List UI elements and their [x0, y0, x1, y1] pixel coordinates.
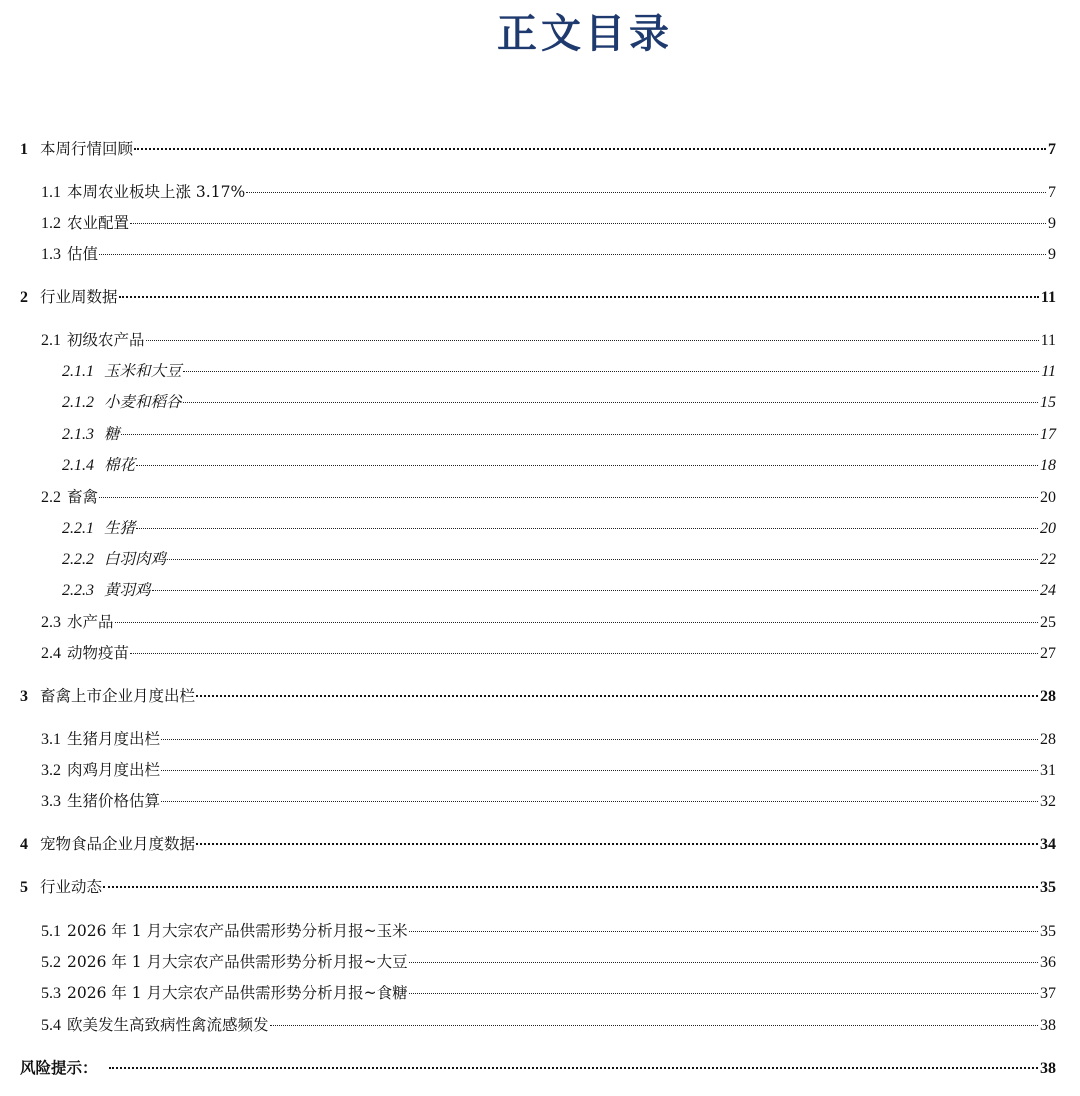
toc-page: 7: [1048, 141, 1056, 158]
toc-number: 2.1: [41, 332, 61, 349]
toc-title: 初级农产品: [67, 331, 145, 349]
toc-page: 20: [1040, 489, 1056, 506]
toc-page: 28: [1040, 731, 1056, 748]
toc-entry-5-3[interactable]: [41, 981, 1056, 1005]
toc-title: 生猪价格估算: [67, 792, 161, 810]
toc-page: 24: [1040, 582, 1056, 599]
toc-entry-5-1[interactable]: [41, 919, 1056, 943]
toc-number: 4: [20, 836, 28, 853]
dot-leader: [115, 622, 1038, 623]
toc-page: 31: [1040, 762, 1056, 779]
toc-number: 2.1.4: [62, 457, 94, 474]
toc-page: 38: [1040, 1060, 1056, 1077]
toc-title: 行业动态: [40, 878, 103, 896]
dot-leader: [409, 931, 1038, 932]
toc-page: 38: [1040, 1017, 1056, 1034]
toc-number: 3.2: [41, 762, 61, 779]
toc-title: 农业配置: [67, 214, 130, 232]
dot-leader: [161, 801, 1038, 802]
toc-title: 欧美发生高致病性禽流感频发: [67, 1016, 269, 1034]
toc-page: 18: [1040, 457, 1056, 474]
dot-leader: [246, 192, 1046, 193]
toc-number: 2.1.3: [62, 426, 94, 443]
toc-title: 2026 年 1 月大宗农产品供需形势分析月报~食糖: [67, 984, 408, 1002]
toc-number: 2.2.3: [62, 582, 94, 599]
toc-number: 5: [20, 879, 28, 896]
toc-number: 2.1.2: [62, 394, 94, 411]
toc-title: 畜禽: [67, 488, 99, 506]
toc-title: 玉米和大豆: [104, 362, 182, 380]
toc-entry-1[interactable]: [20, 137, 1056, 161]
toc-number: 3.3: [41, 793, 61, 810]
toc-title: 风险提示：: [20, 1058, 98, 1077]
toc-page: 32: [1040, 793, 1056, 810]
toc-number: 2.2.2: [62, 551, 94, 568]
toc-page: 25: [1040, 614, 1056, 631]
toc-number: 5.4: [41, 1017, 61, 1034]
dot-leader: [161, 739, 1038, 740]
toc-title: 本周农业板块上涨 3.17%: [67, 183, 246, 201]
dot-leader: [130, 653, 1038, 654]
toc-entry-2-2-2[interactable]: [62, 547, 1056, 571]
toc-entry-2-4[interactable]: [41, 641, 1056, 665]
toc-page: 22: [1040, 551, 1056, 568]
toc-number: 1.1: [41, 184, 61, 201]
dot-leader: [109, 1067, 1038, 1069]
toc-entry-2-2[interactable]: [41, 485, 1056, 509]
toc-number: 3: [20, 688, 28, 705]
toc-entry-3-3[interactable]: [41, 789, 1056, 813]
toc-title: 2026 年 1 月大宗农产品供需形势分析月报~玉米: [67, 922, 408, 940]
toc-entry-5[interactable]: [20, 875, 1056, 899]
toc-title: 生猪: [104, 519, 136, 537]
toc-entry-2[interactable]: [20, 285, 1056, 309]
toc-number: 1.3: [41, 246, 61, 263]
toc-number: 2.4: [41, 645, 61, 662]
toc-page: 11: [1040, 332, 1056, 349]
toc-entry-2-1-4[interactable]: [62, 453, 1056, 477]
toc-entry-5-4[interactable]: [41, 1013, 1056, 1037]
toc-entry-5-2[interactable]: [41, 950, 1056, 974]
toc-entry-3-2[interactable]: [41, 758, 1056, 782]
toc-page: 7: [1048, 184, 1056, 201]
toc-entry-2-1-3[interactable]: [62, 422, 1056, 446]
toc-title: 糖: [104, 425, 120, 443]
dot-leader: [152, 590, 1038, 591]
dot-leader: [119, 296, 1039, 298]
dot-leader: [99, 497, 1038, 498]
dot-leader: [167, 559, 1038, 560]
toc-entry-risk[interactable]: [20, 1056, 1056, 1080]
dot-leader: [103, 886, 1038, 888]
toc-number: 5.1: [41, 923, 61, 940]
toc-page: 27: [1040, 645, 1056, 662]
toc-number: 5.3: [41, 985, 61, 1002]
dot-leader: [136, 465, 1038, 466]
dot-leader: [270, 1025, 1038, 1026]
page-title: 正文目录: [497, 10, 673, 57]
dot-leader: [196, 695, 1038, 697]
toc-title: 黄羽鸡: [104, 581, 151, 599]
toc-entry-3-1[interactable]: [41, 727, 1056, 751]
dot-leader: [196, 843, 1038, 845]
toc-title: 动物疫苗: [67, 644, 130, 662]
dot-leader: [409, 993, 1038, 994]
toc-page: 9: [1048, 246, 1056, 263]
toc-entry-2-2-3[interactable]: [62, 578, 1056, 602]
toc-entry-2-1[interactable]: [41, 328, 1056, 352]
dot-leader: [99, 254, 1046, 255]
toc-title: 宠物食品企业月度数据: [40, 835, 196, 853]
dot-leader: [134, 148, 1046, 150]
toc-number: 2.2.1: [62, 520, 94, 537]
dot-leader: [130, 223, 1046, 224]
toc-number: 1.2: [41, 215, 61, 232]
toc-page: 17: [1040, 426, 1056, 443]
toc-page: 35: [1040, 923, 1056, 940]
toc-title: 小麦和稻谷: [104, 393, 182, 411]
toc-entry-3[interactable]: [20, 684, 1056, 708]
toc-page: 36: [1040, 954, 1056, 971]
toc-page: 20: [1040, 520, 1056, 537]
toc-title: 畜禽上市企业月度出栏: [40, 687, 196, 705]
toc-entry-1-3[interactable]: [41, 242, 1056, 266]
toc-page: 34: [1040, 836, 1056, 853]
toc-entry-2-1-1[interactable]: [62, 359, 1056, 383]
toc-title: 白羽肉鸡: [104, 550, 167, 568]
toc-page: 37: [1040, 985, 1056, 1002]
toc-entry-2-2-1[interactable]: [62, 516, 1056, 540]
toc-page: 35: [1040, 879, 1056, 896]
dot-leader: [136, 528, 1038, 529]
toc-number: 1: [20, 141, 28, 158]
toc-entry-2-1-2[interactable]: [62, 390, 1056, 414]
toc-number: 2.2: [41, 489, 61, 506]
toc-title: 2026 年 1 月大宗农产品供需形势分析月报~大豆: [67, 953, 408, 971]
toc-title: 行业周数据: [40, 288, 118, 306]
dot-leader: [183, 402, 1038, 403]
dot-leader: [161, 770, 1038, 771]
toc-title: 棉花: [104, 456, 136, 474]
toc-page: 9: [1048, 215, 1056, 232]
toc-number: 2: [20, 289, 28, 306]
toc-number: 2.1.1: [62, 363, 94, 380]
toc-page: 11: [1041, 363, 1056, 380]
toc-page: 11: [1040, 289, 1056, 306]
toc-page: 15: [1040, 394, 1056, 411]
toc-number: 2.3: [41, 614, 61, 631]
toc-number: 3.1: [41, 731, 61, 748]
toc-title: 肉鸡月度出栏: [67, 761, 161, 779]
dot-leader: [183, 371, 1040, 372]
toc-number: 5.2: [41, 954, 61, 971]
toc-title: 生猪月度出栏: [67, 730, 161, 748]
toc-page: 28: [1040, 688, 1056, 705]
toc-title: 水产品: [67, 613, 114, 631]
toc-title: 本周行情回顾: [40, 140, 134, 158]
toc-title: 估值: [67, 245, 99, 263]
toc-entry-1-2[interactable]: [41, 211, 1056, 235]
toc-entry-2-3[interactable]: [41, 610, 1056, 634]
toc-entry-4[interactable]: [20, 832, 1056, 856]
dot-leader: [121, 434, 1038, 435]
dot-leader: [409, 962, 1038, 963]
toc-entry-1-1[interactable]: [41, 180, 1056, 204]
dot-leader: [146, 340, 1039, 341]
